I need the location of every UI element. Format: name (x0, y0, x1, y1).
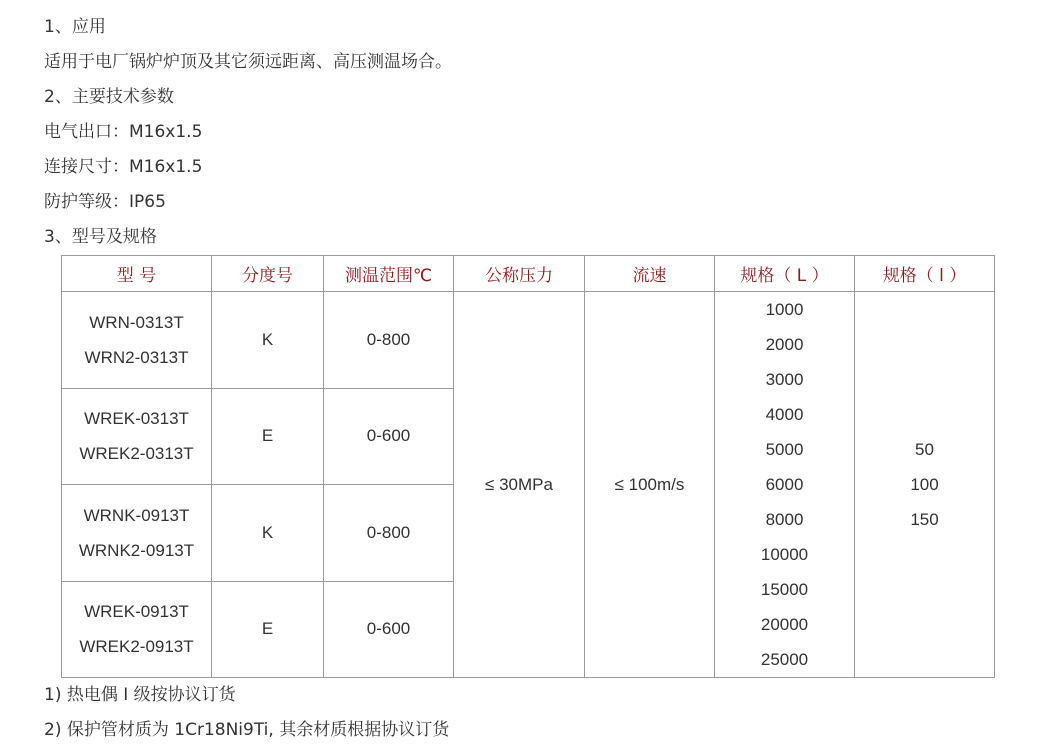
model-code: WRNK-0913T (83, 505, 190, 525)
length-L-value: 2000 (765, 335, 804, 354)
length-L-value: 1000 (765, 300, 804, 319)
model-code: WREK2-0313T (79, 444, 194, 464)
table-header-row (62, 256, 995, 292)
model-code: WRN-0313T (89, 312, 184, 332)
spec-protection-grade: 防护等级：IP65 (44, 192, 166, 212)
spec-electric-outlet: 电气出口：M16x1.5 (44, 122, 203, 142)
length-L-value: 25000 (760, 650, 809, 669)
graduation-cell: K (212, 485, 324, 582)
model-cell (62, 485, 212, 582)
graduation-cell: E (212, 581, 324, 678)
length-l-cell (855, 292, 995, 678)
header-length-l: 规格（ l ） (855, 256, 995, 292)
model-code: WRNK2-0913T (78, 540, 195, 560)
length-L-value: 5000 (765, 440, 804, 459)
length-L-value: 3000 (765, 370, 804, 389)
range-cell: 0-800 (324, 292, 454, 389)
note-2: 2) 保护管材质为 1Cr18Ni9Ti, 其余材质根据协议订货 (44, 720, 450, 740)
header-flow-rate: 流速 (585, 256, 715, 292)
document (44, 0, 1004, 748)
graduation-cell: K (212, 292, 324, 389)
range-cell: 0-600 (324, 581, 454, 678)
header-graduation: 分度号 (212, 256, 324, 292)
length-L-value: 4000 (765, 405, 804, 424)
flow-cell: ≤ 100m/s (585, 292, 715, 678)
notes (44, 678, 1004, 748)
length-l-value: 100 (910, 475, 939, 494)
header-model: 型 号 (62, 256, 212, 292)
model-code: WREK-0313T (84, 409, 189, 429)
section-1-body: 适用于电厂锅炉炉顶及其它须远距离、高压测温场合。 (44, 52, 452, 72)
length-L-value: 8000 (765, 510, 804, 529)
model-cell (62, 581, 212, 678)
header-temp-range: 测温范围℃ (324, 256, 454, 292)
spec-connection-size: 连接尺寸：M16x1.5 (44, 157, 203, 177)
section-3-title: 3、型号及规格 (44, 227, 157, 247)
section-2-title: 2、主要技术参数 (44, 87, 174, 107)
model-cell (62, 388, 212, 485)
length-l-value: 50 (915, 440, 934, 459)
note-1: 1) 热电偶 I 级按协议订货 (44, 685, 236, 705)
pressure-cell: ≤ 30MPa (454, 292, 585, 678)
length-l-value: 150 (910, 510, 939, 529)
length-L-cell (715, 292, 855, 678)
length-L-value: 20000 (760, 615, 809, 634)
section-1-title: 1、应用 (44, 17, 106, 37)
model-spec-table (61, 255, 995, 678)
length-L-value: 6000 (765, 475, 804, 494)
length-L-value: 10000 (760, 545, 809, 564)
model-cell (62, 292, 212, 389)
header-length-L: 规格（ L ） (715, 256, 855, 292)
graduation-cell: E (212, 388, 324, 485)
table-row (62, 292, 995, 389)
range-cell: 0-800 (324, 485, 454, 582)
range-cell: 0-600 (324, 388, 454, 485)
header-nominal-pressure: 公称压力 (454, 256, 585, 292)
model-code: WRN2-0313T (84, 347, 189, 367)
model-code: WREK-0913T (84, 602, 189, 622)
length-L-value: 15000 (760, 580, 809, 599)
model-code: WREK2-0913T (79, 637, 194, 657)
